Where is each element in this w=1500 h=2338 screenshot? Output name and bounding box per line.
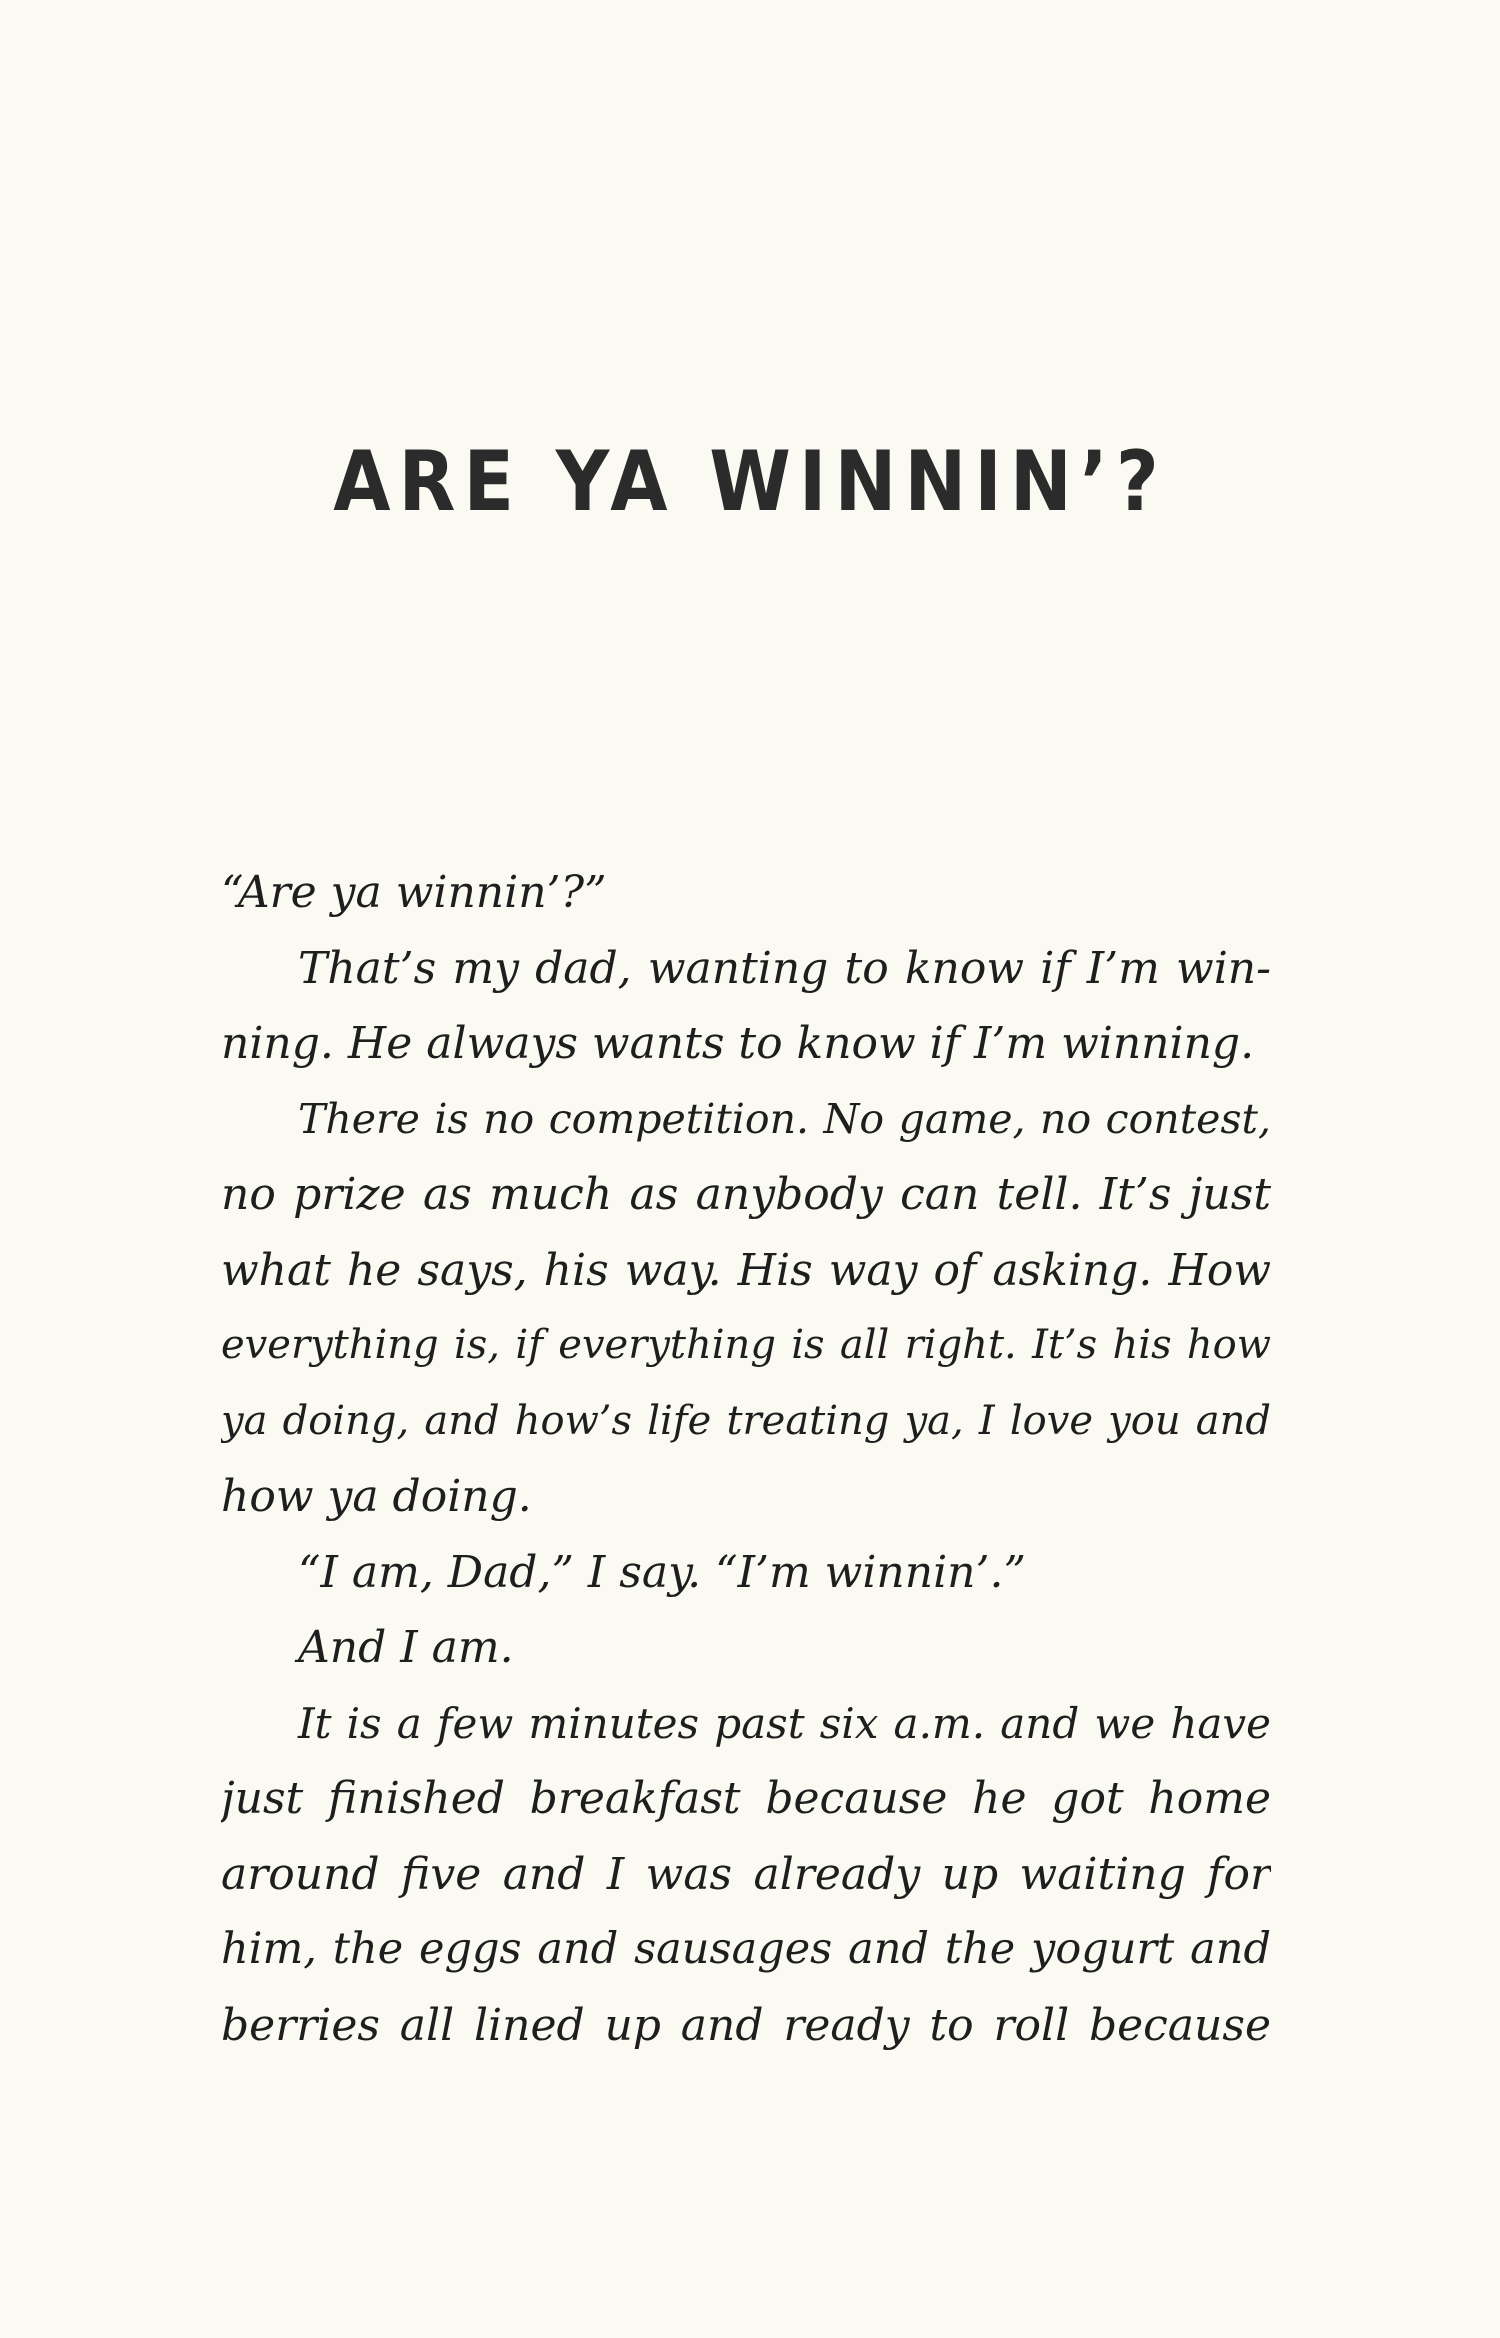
text-line: everything is, if everything is all right. It’s his how	[221, 1322, 1271, 1368]
text-line: around five and I was already up waiting for	[221, 1848, 1271, 1900]
text-line: “Are ya winnin’?”	[221, 867, 607, 918]
text-line: There is no competition. No game, no contest,	[298, 1094, 1271, 1143]
text-line: how ya doing.	[221, 1471, 532, 1522]
text-line: “I am, Dad,” I say. “I’m winnin’.”	[298, 1546, 1026, 1598]
text-line: It is a few minutes past six a.m. and we have	[298, 1698, 1271, 1748]
text-line: That’s my dad, wanting to know if I’m win-	[298, 942, 1271, 994]
text-line: berries all lined up and ready to roll because	[221, 1999, 1271, 2051]
text-line: no prize as much as anybody can tell. It’s just	[221, 1169, 1271, 1220]
text-line: And I am.	[298, 1622, 514, 1673]
text-line: just finished breakfast because he got home	[221, 1773, 1271, 1824]
text-line: what he says, his way. His way of asking. How	[221, 1244, 1271, 1296]
chapter-title: ARE YA WINNIN’?	[333, 433, 1167, 531]
text-line: him, the eggs and sausages and the yogurt and	[221, 1924, 1271, 1974]
text-line: ya doing, and how’s life treating ya, I love you and	[221, 1397, 1271, 1444]
body-text	[221, 855, 1271, 2063]
text-line: ning. He always wants to know if I’m winning.	[221, 1018, 1255, 1069]
